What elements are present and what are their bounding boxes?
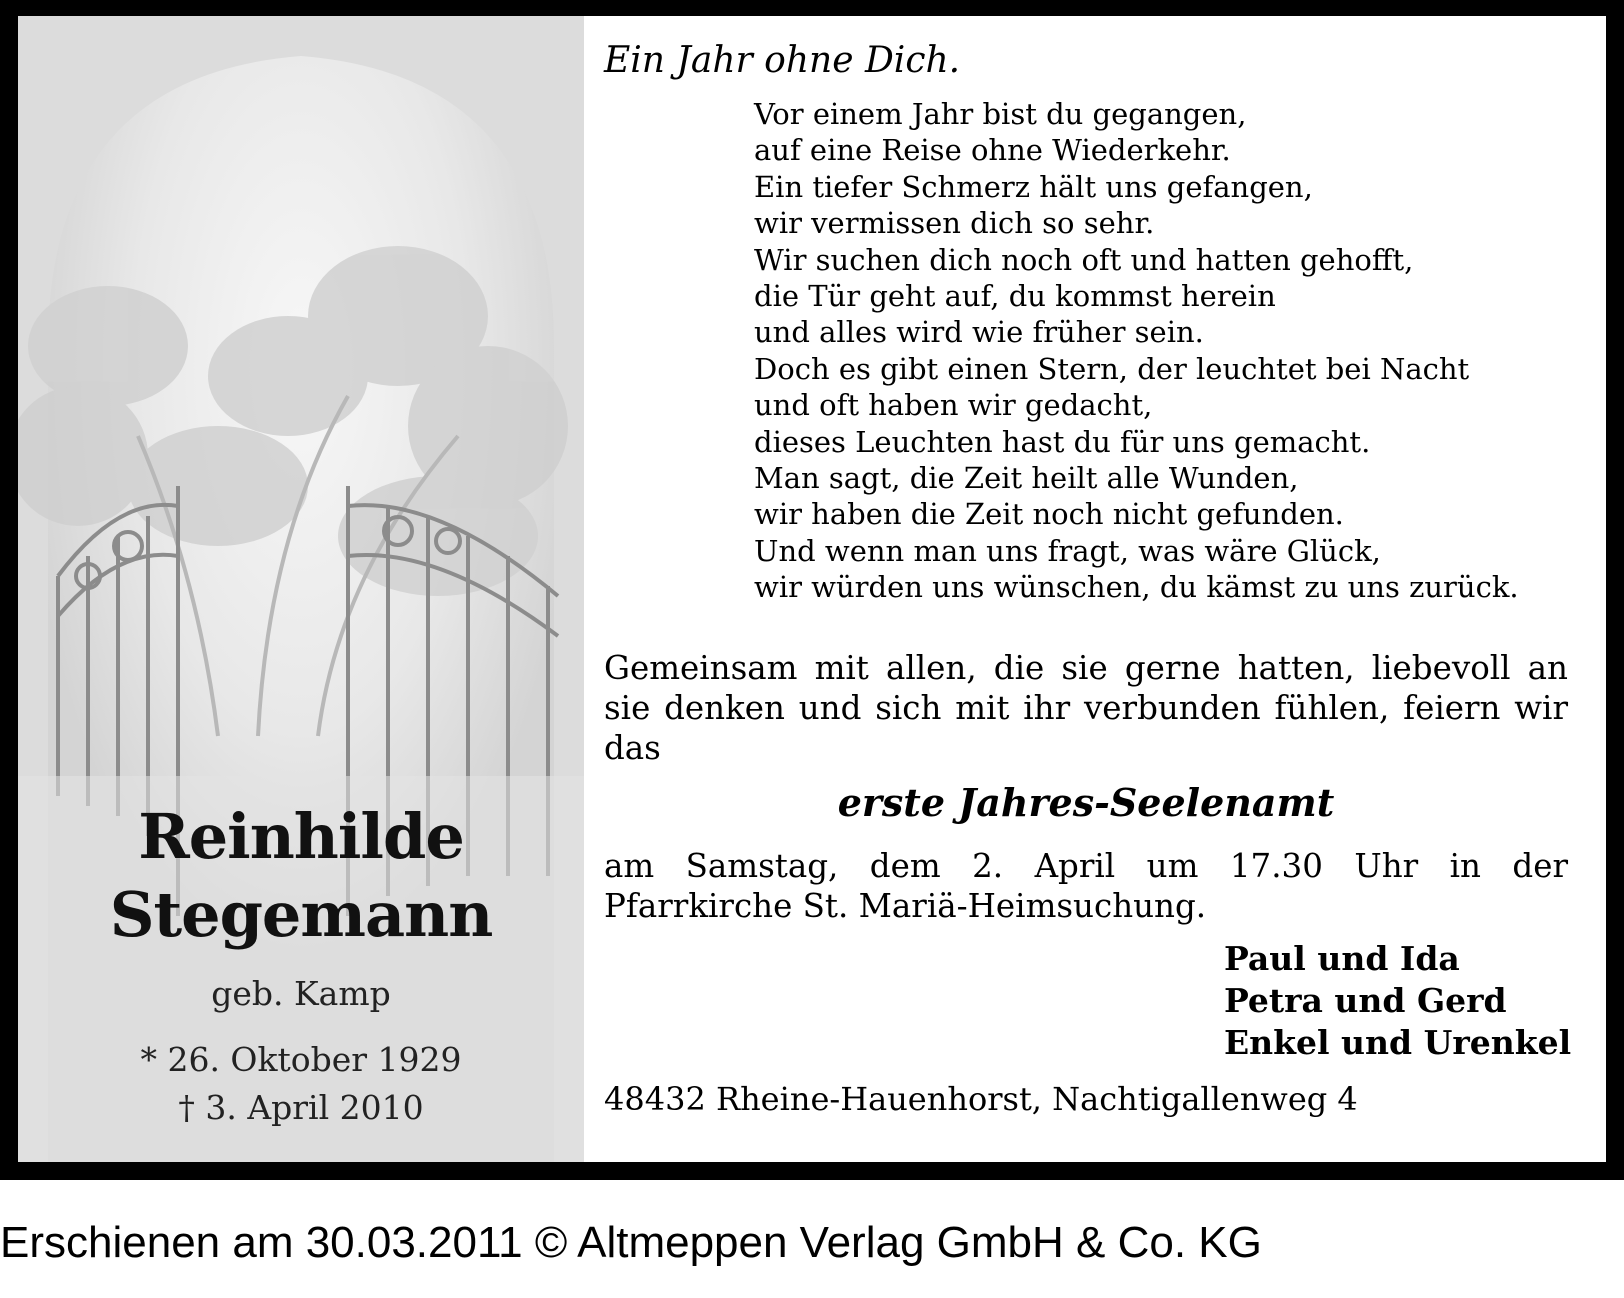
death-date: † 3. April 2010 (178, 1088, 424, 1127)
memorial-photo-panel (18, 16, 584, 1162)
invitation-paragraph: Gemeinsam mit allen, die sie gerne hatten, liebevoll an sie denken und sich mit ihr verbunden fühlen, feiern wir das (604, 649, 1568, 767)
family-member: Petra und Gerd (1224, 981, 1507, 1020)
poem-line: Ein tiefer Schmerz hält uns gefangen, (754, 169, 1313, 204)
deceased-first-name: Reinhilde (138, 800, 464, 873)
poem-line: Doch es gibt einen Stern, der leuchtet bei Nacht (754, 351, 1470, 386)
deceased-last-name: Stegemann (109, 878, 493, 951)
poem-line: Und wenn man uns fragt, was wäre Glück, (754, 533, 1381, 568)
poem-line: Wir suchen dich noch oft und hatten gehofft, (754, 242, 1414, 277)
publication-footer: Erschienen am 30.03.2011 © Altmeppen Verlag GmbH & Co. KG (0, 1218, 1262, 1267)
maiden-name: geb. Kamp (211, 974, 391, 1013)
family-member: Paul und Ida (1224, 939, 1460, 978)
poem-line: wir vermissen dich so sehr. (754, 206, 1155, 241)
obituary-notice (18, 16, 1606, 1162)
poem-line: die Tür geht auf, du kommst herein (754, 279, 1276, 314)
poem-line: auf eine Reise ohne Wiederkehr. (754, 133, 1231, 168)
poem-line: wir haben die Zeit noch nicht gefunden. (754, 497, 1344, 532)
poem-line: wir würden uns wünschen, du kämst zu uns zurück. (754, 570, 1519, 605)
poem-heading: Ein Jahr ohne Dich. (604, 40, 961, 81)
poem-line: Vor einem Jahr bist du gegangen, (754, 97, 1247, 131)
family-member: Enkel und Urenkel (1224, 1023, 1572, 1062)
service-details: am Samstag, dem 2. April um 17.30 Uhr in der Pfarrkirche St. Mariä-Heimsuchung. (604, 847, 1568, 925)
poem (754, 96, 1519, 606)
service-title: erste Jahres-Seelenamt (837, 780, 1335, 825)
poem-line: Man sagt, die Zeit heilt alle Wunden, (754, 461, 1299, 496)
birth-date: * 26. Oktober 1929 (140, 1040, 462, 1079)
family-signatures (1224, 938, 1571, 1064)
poem-line: und oft haben wir gedacht, (754, 388, 1153, 423)
family-address: 48432 Rheine-Hauenhorst, Nachtigallenweg 4 (604, 1080, 1358, 1118)
poem-line: dieses Leuchten hast du für uns gemacht. (754, 424, 1371, 459)
poem-line: und alles wird wie früher sein. (754, 315, 1204, 350)
